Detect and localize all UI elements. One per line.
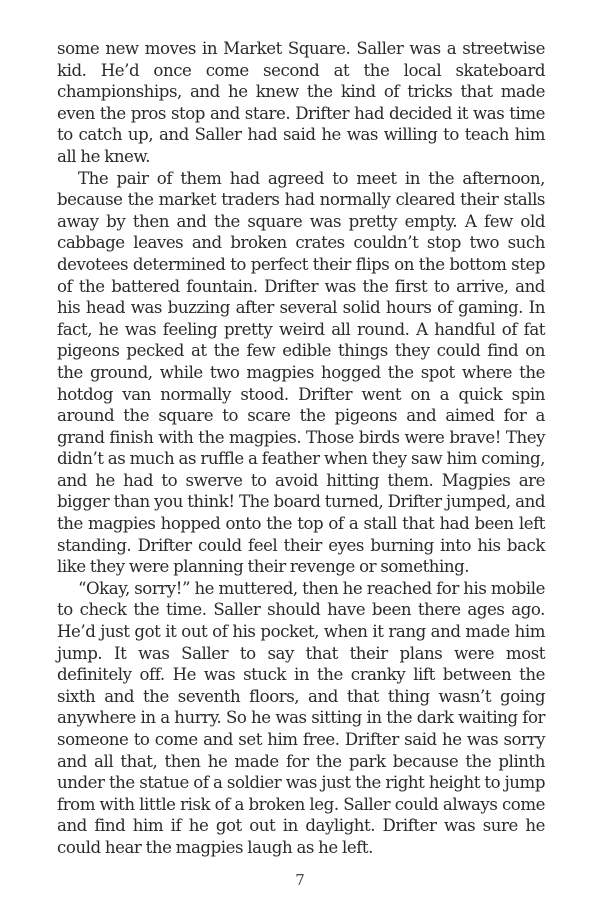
- paragraph-phone-call: “Okay, sorry!” he muttered, then he reached for his mobile to check the time. Saller should have been there ages ago. He’d just got it out of his pocket, when it rang and made him jump. It was Saller to say that their plans were most definitely off. He was stuck in the cranky lift between the sixth and the seventh floors, and that thing wasn’t going anywhere in a hurry. So he was sitting in the dark waiting for someone to come and set him free. Drifter said he was sorry and all that, then he made for the park because the plinth under the statue of a soldier was just the right height to jump from with little risk of a broken leg. Saller could always come and find him if he got out in daylight. Drifter was sure he could hear the magpies laugh as he left.: [57, 578, 545, 857]
- paragraph-continued: some new moves in Market Square. Saller was a streetwise kid. He’d once come second at the local skateboard championships, and he knew the kind of tricks that made even the pros stop and stare. Drifter had decided it was time to catch up, and Saller had said he was willing to teach him all he knew.: [57, 39, 545, 166]
- paragraph-meeting: The pair of them had agreed to meet in the afternoon, because the market traders had normally cleared their stalls away by then and the square was pretty empty. A few old cabbage leaves and broken crates couldn’t stop two such devotees determined to perfect their flips on the bottom step of the battered fountain. Drifter was the first to arrive, and his head was buzzing after several solid hours of gaming. In fact, he was feeling pretty weird all round. A handful of fat pigeons pecked at the few edible things they could find on the ground, while two magpies hogged the spot where the hotdog van normally stood. Drifter went on a quick spin around the square to scare the pigeons and aimed for a grand finish with the magpies. Those birds were brave! They didn’t as much as ruffle a feather when they saw him coming, and he had to swerve to avoid hitting them. Magpies are bigger than you think! The board turned, Drifter jumped, and the magpies hopped onto the top of a stall that had been left standing. Drifter could feel their eyes burning into his back like they were planning their revenge or something.: [57, 168, 545, 577]
- body-text: [57, 38, 545, 859]
- page-number: 7: [295, 871, 305, 889]
